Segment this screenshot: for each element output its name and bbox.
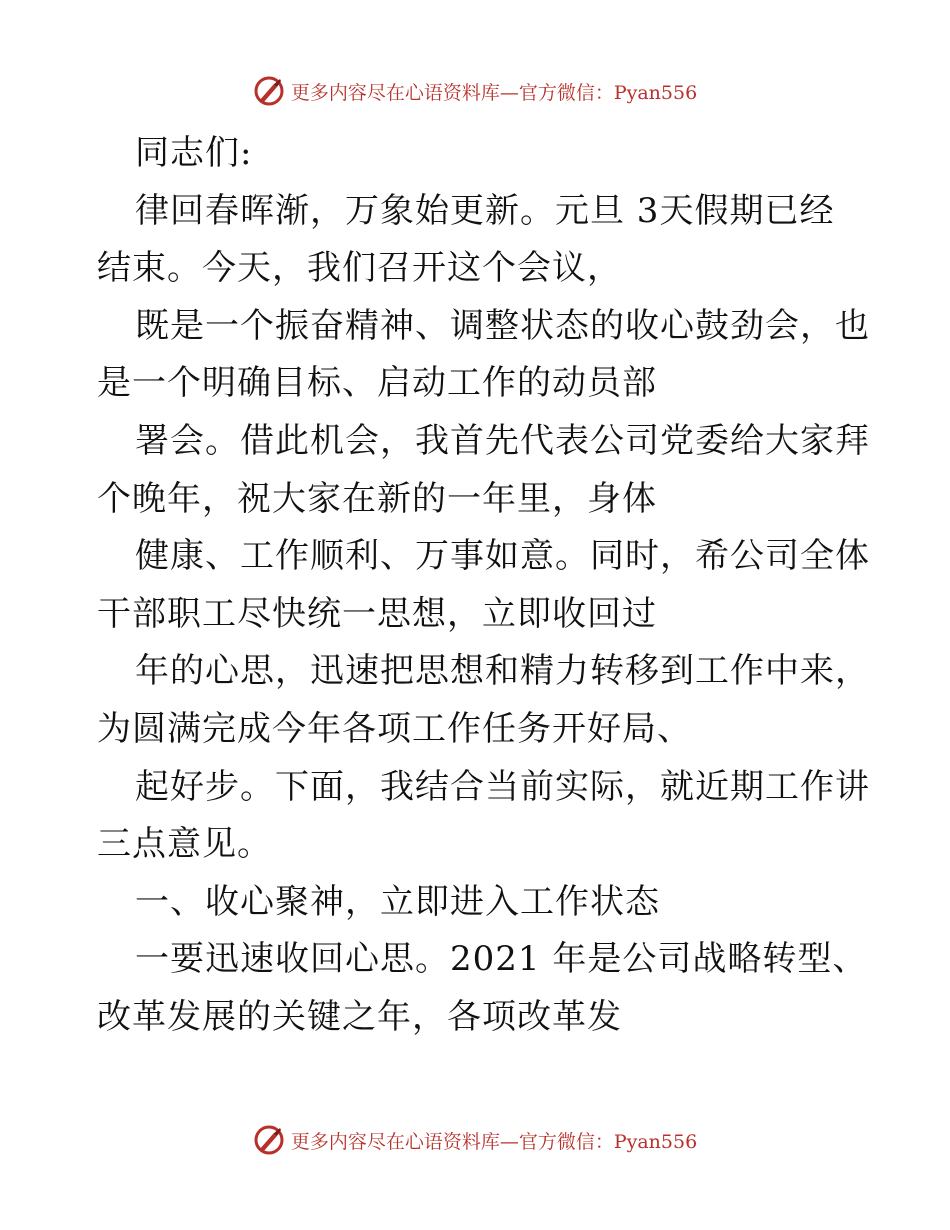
paragraph-line: 结束。今天，我们召开这个会议， [97,248,622,289]
paragraph-line: 为圆满完成今年各项工作任务开好局、 [97,708,692,749]
paragraph-line: 年的心思，迅速把思想和精力转移到工作中来， [135,651,870,692]
paragraph-line: 健康、工作顺利、万事如意。同时，希公司全体 [135,536,870,577]
paragraph-line: 改革发展的关键之年，各项改革发 [97,996,622,1037]
paragraph-line: 律回春晖渐，万象始更新。元旦 3天假期已经 [135,190,835,231]
paragraph-line: 一要迅速收回心思。2021 年是公司战略转型、 [135,939,868,980]
paragraph-line: 起好步。下面，我结合当前实际，就近期工作讲 [135,766,870,807]
paragraph-line: 是一个明确目标、启动工作的动员部 [97,363,657,404]
paragraph-line: 署会。借此机会，我首先代表公司党委给大家拜 [135,420,870,461]
pen-logo-icon [253,1124,285,1156]
header-watermark-banner [0,71,950,111]
paragraph-line: 三点意见。 [97,824,272,865]
watermark-text: 更多内容尽在心语资料库—官方微信：Pyan556 [290,81,698,104]
document-body [97,125,870,1047]
footer-watermark-banner [0,1120,950,1160]
paragraph-line: 一、收心聚神，立即进入工作状态 [135,881,660,922]
paragraph-line: 既是一个振奋精神、调整状态的收心鼓劲会，也 [135,305,870,346]
watermark-text: 更多内容尽在心语资料库—官方微信：Pyan556 [290,1130,698,1153]
pen-logo-icon [253,75,285,107]
paragraph-line: 个晚年，祝大家在新的一年里，身体 [97,478,657,519]
paragraph-line: 干部职工尽快统一思想，立即收回过 [97,593,657,634]
paragraph-line: 同志们: [135,133,253,173]
